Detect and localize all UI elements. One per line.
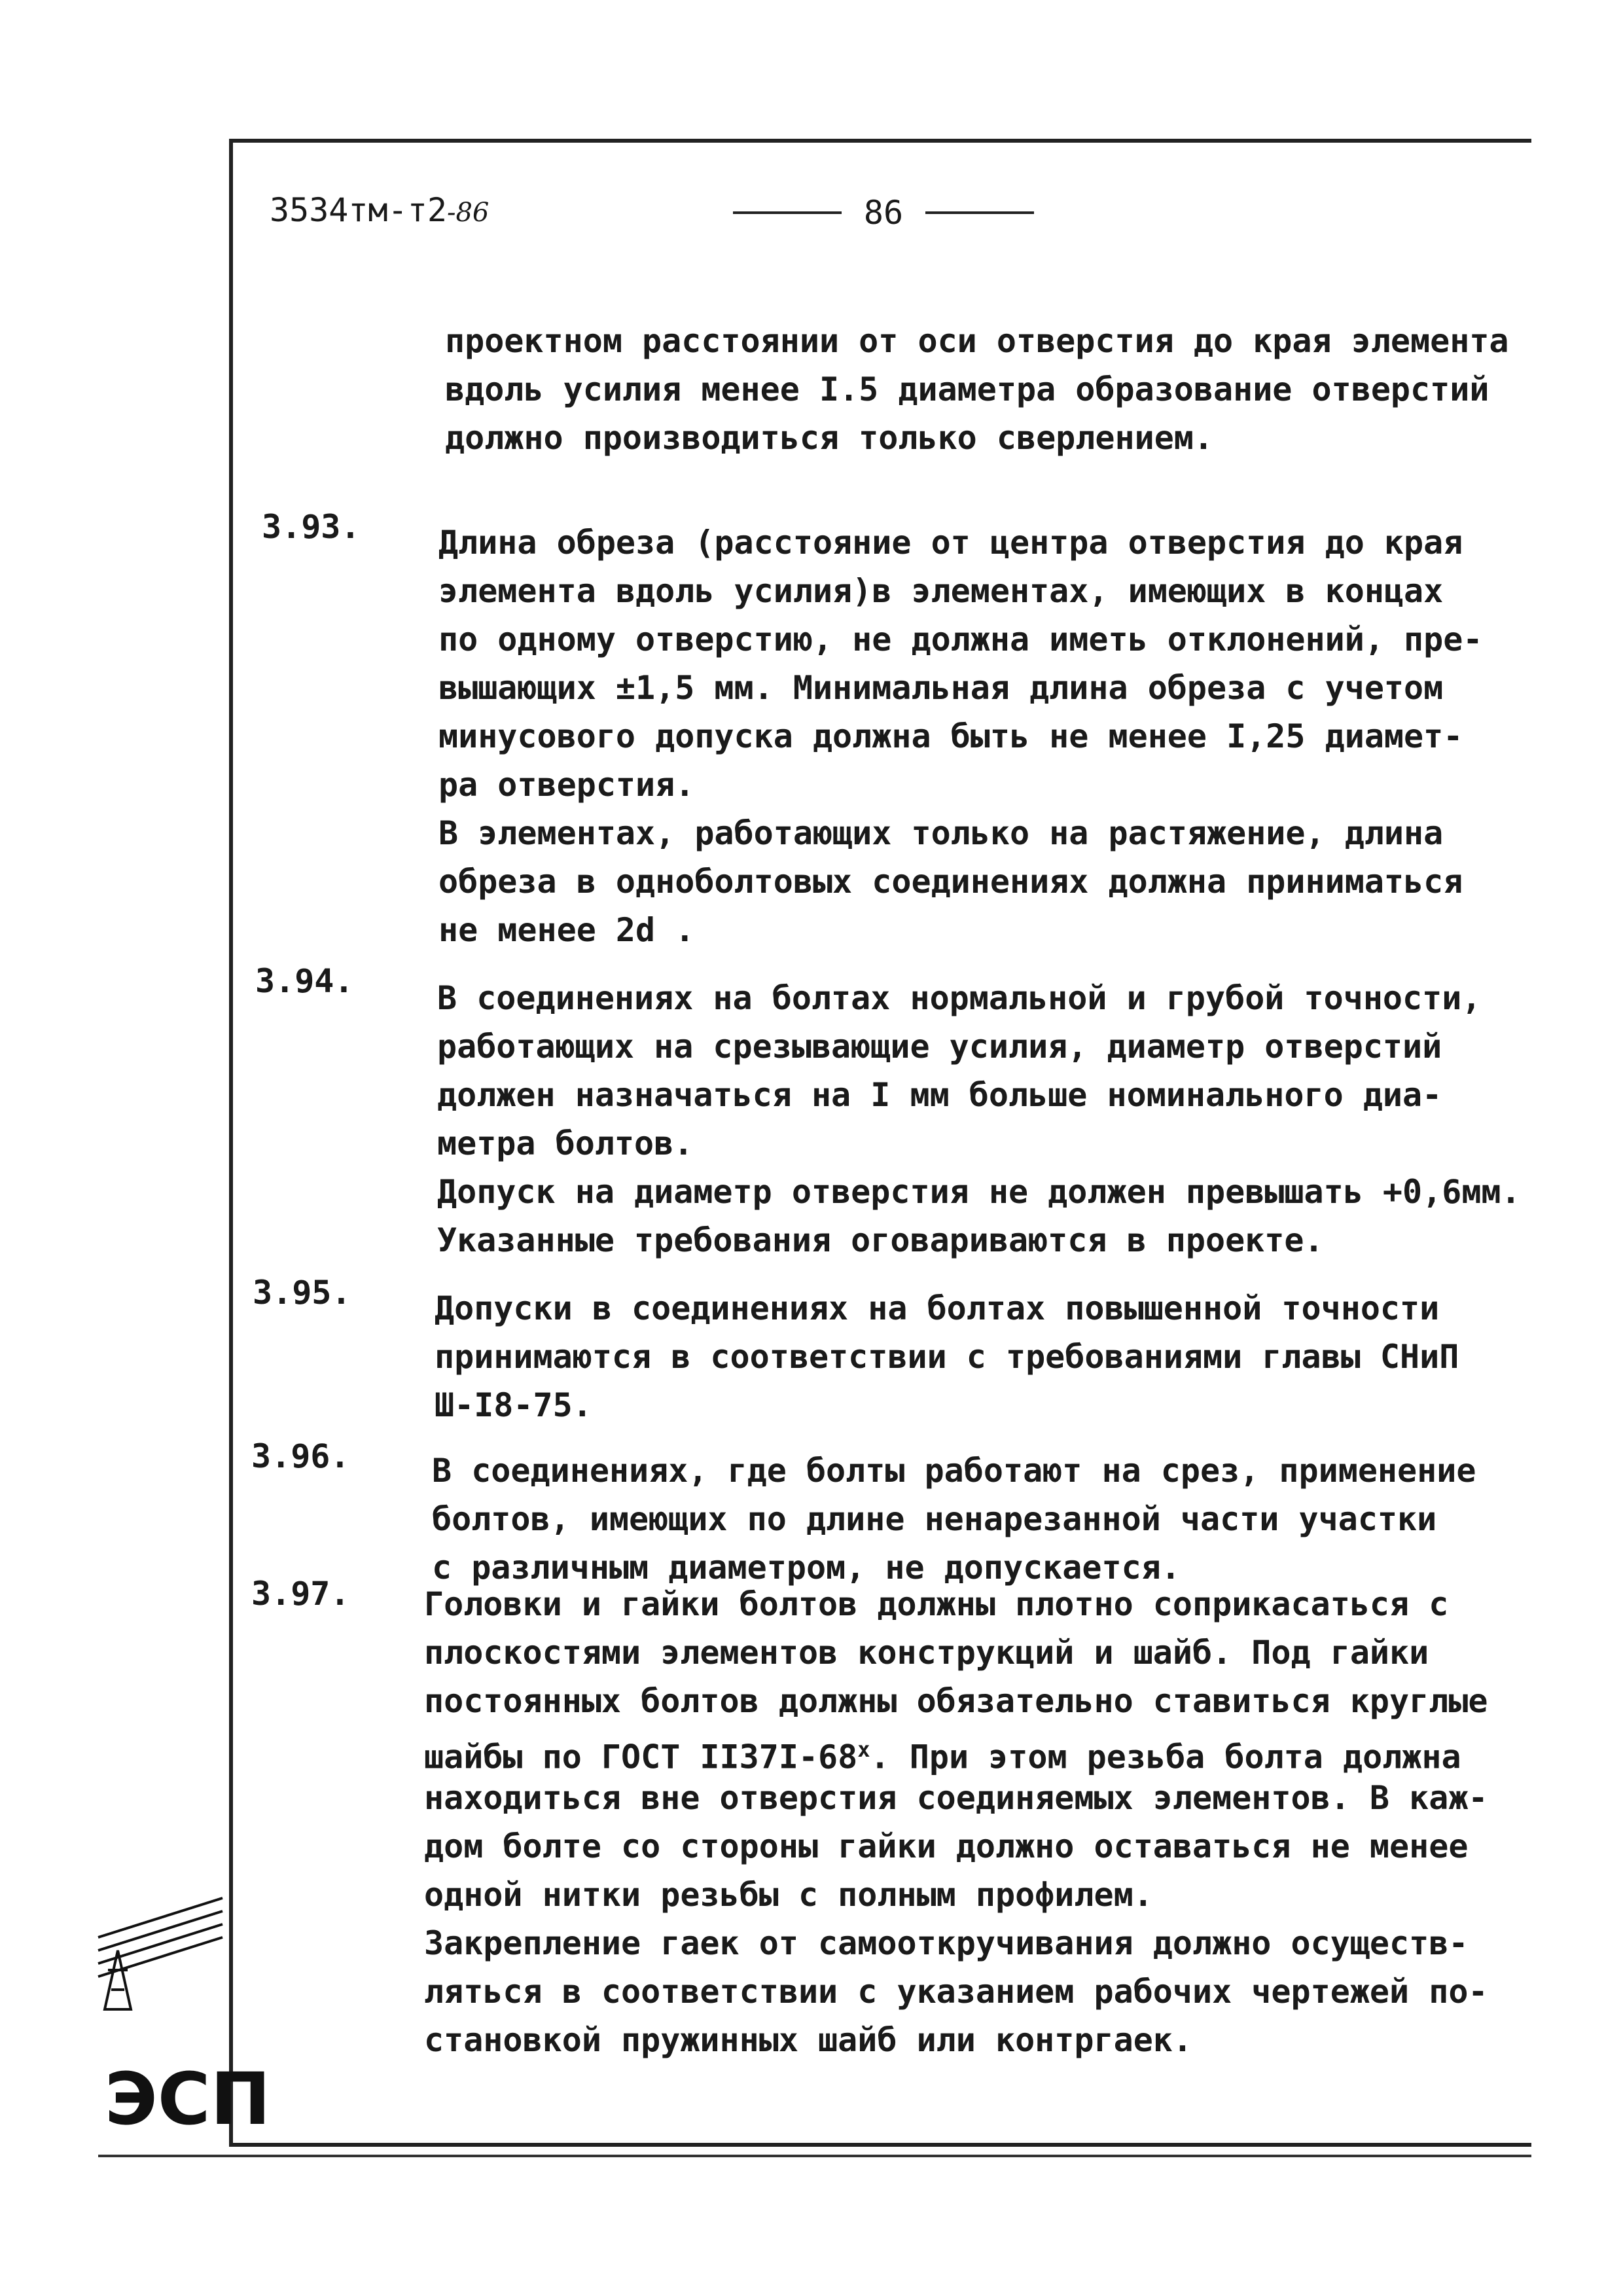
section-3-97-line: Закрепление гаек от самооткручивания должно осуществ- [424,1924,1469,1962]
section-3-96-line: с различным диаметром, не допускается. [432,1549,1181,1587]
handwritten-note: -86 [446,198,490,228]
section-number-3-93: 3.93. [262,508,361,546]
section-3-97-line: плоскостями элементов конструкций и шайб. Под гайки [424,1634,1429,1672]
document-code [270,191,489,229]
intro-line-3: должно производиться только сверлением. [445,419,1213,457]
intro-line-1: проектном расстоянии от оси отверстия до края элемента [445,322,1509,360]
section-3-97-line: ляться в соответствии с указанием рабочих чертежей по- [424,1973,1488,2011]
section-3-93-line: обреза в однoболтовых соединениях должна приниматься [438,863,1463,901]
section-3-95-line: Ш-I8-75. [435,1386,592,1424]
section-3-93-line: элемента вдоль усилия)в элементах, имеющих в концах [438,572,1444,610]
section-3-97-line: постоянных болтов должны обязательно ставиться круглые [424,1682,1488,1720]
section-3-96-line: болтов, имеющих по длине ненарезанной части участки [432,1500,1437,1538]
section-3-95-line: Допуски в соединениях на болтах повышенной точности [435,1289,1440,1327]
frame-bottom-border [229,2143,1531,2147]
section-3-94-line: Указанные требования оговариваются в проекте. [437,1221,1324,1259]
section-3-93-line: минусового допуска должна быть не менее I,25 диамет- [438,717,1463,755]
frame-top-border [229,139,1531,143]
section-number-3-94: 3.94. [255,962,354,1000]
section-3-94-line: метра болтов. [437,1124,694,1162]
section-3-93-line: вышающих ±1,5 мм. Минимальная длина обреза с учетом [438,669,1444,707]
dash-left [733,211,842,214]
section-3-93-line: В элементах, работающих только на растяжение, длина [438,814,1444,852]
intro-line-2: вдоль усилия менее I.5 диаметра образование отверстий [445,370,1489,408]
logo-text: ЭСП [105,2057,271,2141]
section-3-93-line: не менее 2d . [438,911,695,949]
frame-bottom-rule [98,2155,1531,2157]
page-number [733,194,1034,232]
gost-reference: шайбы по ГОСТ II37I-68 [424,1738,858,1776]
section-3-97-line: дом болте со стороны гайки должно оставаться не менее [424,1827,1469,1865]
section-3-94-line: работающих на срезывающие усилия, диаметр отверстий [437,1028,1442,1066]
line-tail: . При этом резьба болта должна [870,1738,1461,1776]
page-number-text: 86 [863,194,904,232]
dash-right [925,211,1034,214]
section-number-3-96: 3.96. [251,1437,350,1475]
section-3-93-line: Длина обреза (расстояние от центра отверстия до края [438,524,1463,562]
section-number-3-97: 3.97. [251,1575,350,1613]
section-3-97-line: Головки и гайки болтов должны плотно соприкасаться с [424,1585,1449,1623]
document-code-text: 3534тм-т2 [270,191,447,229]
section-3-97-line: одной нитки резьбы с полным профилем. [424,1876,1153,1914]
esp-logo-icon [92,1898,271,2147]
section-3-97-line [424,1725,1461,1782]
section-3-97-line: становкой пружинных шайб или контргаек. [424,2021,1192,2059]
section-3-95-line: принимаются в соответствии с требованиями главы СНиП [435,1338,1459,1376]
section-3-96-line: В соединениях, где болты работают на срез, применение [432,1452,1476,1490]
frame-left-border [229,139,233,2147]
superscript-x: х [857,1737,870,1762]
section-3-94-line: В соединениях на болтах нормальной и грубой точности, [437,979,1482,1017]
section-3-93-line: по одному отверстию, не должна иметь отклонений, пре- [438,620,1483,658]
section-3-94-line: Допуск на диаметр отверстия не должен превышать +0,6мм. [437,1173,1521,1211]
section-number-3-95: 3.95. [253,1274,351,1312]
section-3-93-line: ра отверстия. [438,766,695,804]
section-3-94-line: должен назначаться на I мм больше номинального диа- [437,1076,1442,1114]
section-3-97-line: находиться вне отверстия соединяемых элементов. В каж- [424,1779,1488,1817]
